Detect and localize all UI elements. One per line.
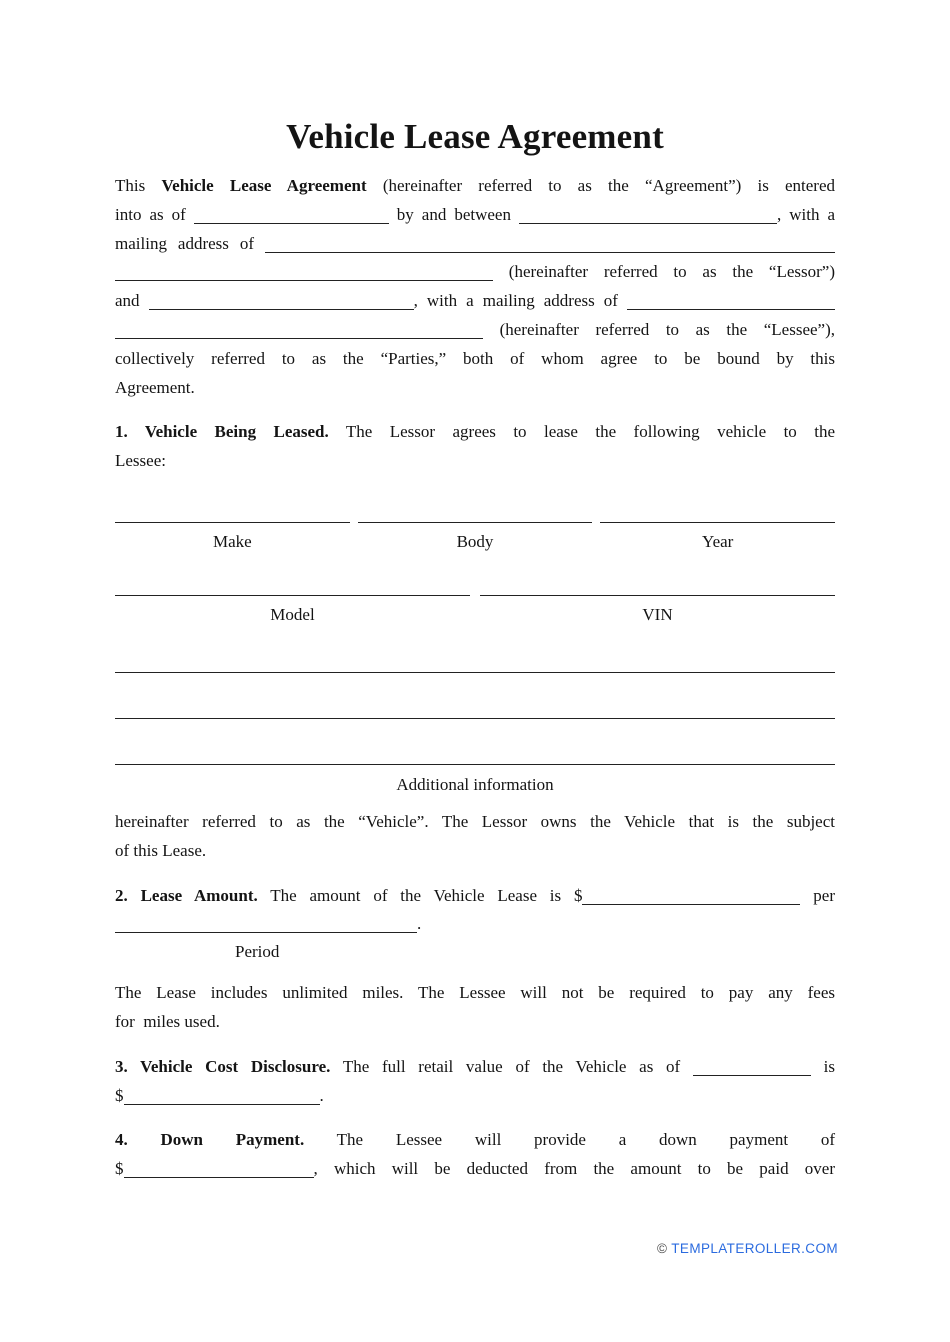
footer-credit [657,1241,838,1257]
year-blank-field [600,522,835,523]
additional-information-field [115,672,835,796]
vin-blank-field [480,595,835,596]
intro-line-3 [115,230,835,259]
section-4-line-1 [115,1126,835,1155]
lessor-address-blank-field [265,238,835,253]
section-1-line-1 [115,418,835,447]
section-1-text: The Lessor agrees to lease the following vehicle to the [345,422,835,442]
miles-line-2: for miles used. [115,1011,220,1031]
miles-line-1: The Lease includes unlimited miles. The Lessee will not be required to pay any fees [115,983,835,1003]
period-blank-field [115,918,417,933]
value-date-blank-field [693,1061,811,1076]
period-label: Period [235,942,280,962]
model-label: Model [270,604,315,624]
intro-text: (hereinafter referred to as the “Agreement”) is entered [382,176,836,195]
lessee-address-blank-field [115,324,483,339]
intro-text: (hereinafter referred to as the “Lessee”), [499,319,835,339]
additional-info-blank-line [115,764,835,765]
section-3-text: is [823,1056,836,1076]
retail-value-blank-field [124,1090,320,1105]
section-3-line-2 [115,1082,835,1111]
section-1-paragraph [115,418,835,476]
intro-paragraph [115,172,835,402]
section-3-text: The full retail value of the Vehicle as of [342,1056,681,1076]
year-label: Year [702,531,734,551]
document-content [115,0,835,1184]
section-4-text: , which will be deducted from the amount to be paid over [313,1159,835,1179]
section-4-text: The Lessee will provide a down payment of [336,1130,835,1150]
lessor-name-blank-field [519,209,777,224]
intro-line-4 [115,258,835,287]
dollar-sign: $ [115,1159,124,1179]
section-3-heading: 3. Vehicle Cost Disclosure. [115,1056,331,1076]
body-field [358,522,593,553]
section-2-line-1 [115,882,835,911]
body-blank-field [358,522,593,523]
make-field [115,522,350,553]
section-4-line-2 [115,1155,835,1184]
miles-paragraph [115,979,835,1037]
intro-line-6 [115,316,835,345]
intro-line-8: Agreement. [115,377,195,397]
intro-line-7: collectively referred to as the “Parties,” both of whom agree to be bound by this [115,348,835,368]
down-payment-blank-field [124,1163,314,1178]
intro-line-1 [115,172,835,201]
document-title: Vehicle Lease Agreement [286,117,664,156]
section-2-heading: 2. Lease Amount. [115,885,258,905]
section-2-text: . [417,914,422,934]
intro-line-2 [115,201,835,230]
intro-text: and [115,291,140,311]
lease-amount-blank-field [582,890,800,905]
section-4-paragraph [115,1126,835,1184]
vin-label: VIN [642,604,673,624]
section-1-heading: 1. Vehicle Being Leased. [115,422,329,442]
model-blank-field [115,595,470,596]
vehicle-reference-line-2: of this Lease. [115,840,207,860]
date-blank-field [194,209,389,224]
lessee-address-blank-field [627,295,835,310]
section-2-text: per [813,885,836,905]
lessor-address-blank-field [115,266,493,281]
intro-text: by and between [396,204,511,224]
additional-info-blank-line [115,718,835,719]
vehicle-fields-row-2 [115,595,835,626]
templateroller-link[interactable]: TEMPLATEROLLER.COM [671,1241,838,1256]
year-field [600,522,835,553]
intro-line-5 [115,287,835,316]
make-blank-field [115,522,350,523]
section-4-heading: 4. Down Payment. [115,1130,305,1150]
section-3-text: . [319,1085,324,1105]
lessee-name-blank-field [149,295,414,310]
copyright-symbol: © [656,1241,668,1256]
additional-information-label: Additional information [396,774,554,794]
model-field [115,595,470,626]
vehicle-reference-paragraph [115,808,835,866]
make-label: Make [212,531,252,551]
intro-text: This [115,176,146,195]
vehicle-fields-row-1 [115,522,835,553]
intro-text: into as of [115,204,186,224]
dollar-sign: $ [115,1085,124,1105]
vehicle-reference-line-1: hereinafter referred to as the “Vehicle”. The Lessor owns the Vehicle that is the subject [115,811,835,831]
agreement-name-bold: Vehicle Lease Agreement [161,176,367,195]
body-label: Body [456,531,494,551]
additional-info-blank-line [115,672,835,673]
intro-text: , with a [776,204,835,224]
intro-text: mailing address of [115,233,255,253]
section-1-line-2: Lessee: [115,451,166,471]
section-2-line-2 [115,910,835,939]
section-3-line-1 [115,1053,835,1082]
vin-field [480,595,835,626]
intro-text: (hereinafter referred to as the “Lessor”) [508,262,836,282]
section-3-paragraph [115,1053,835,1111]
section-2-text: The amount of the Vehicle Lease is $ [270,885,583,905]
intro-text: , with a mailing address of [413,291,618,311]
section-2-paragraph [115,882,835,964]
